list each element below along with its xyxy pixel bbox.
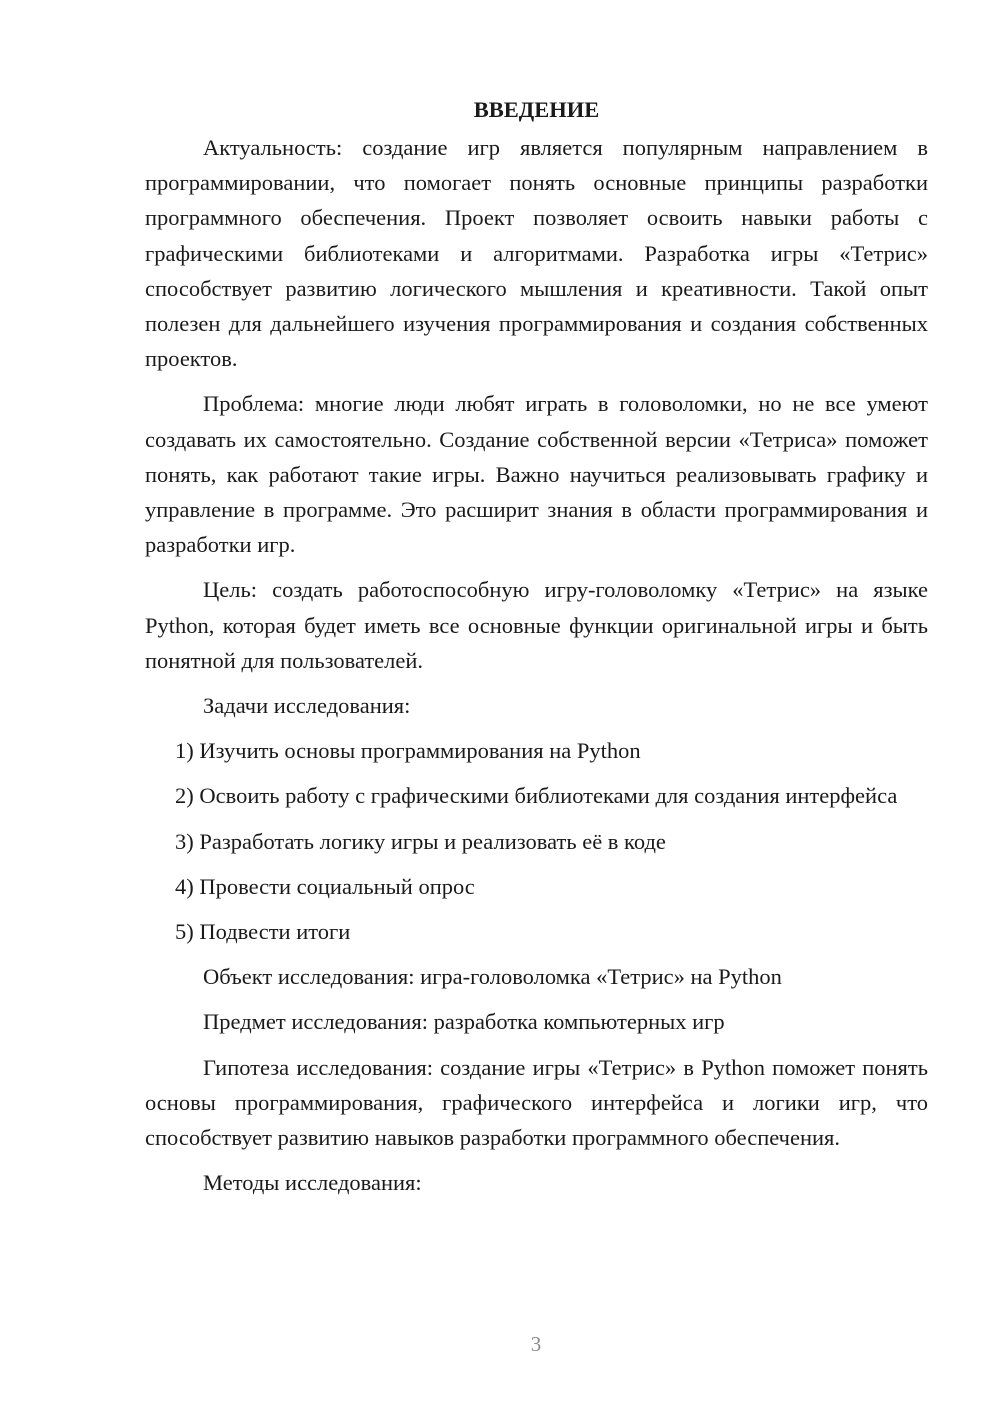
task-item-2: 2) Освоить работу с графическими библиотеками для создания интерфейса xyxy=(175,783,898,809)
document-page xyxy=(145,92,928,1210)
task-item-3: 3) Разработать логику игры и реализовать её в коде xyxy=(175,828,666,854)
tasks-heading: Задачи исследования: xyxy=(203,693,411,719)
page-number: 3 xyxy=(530,1332,542,1356)
hypothesis-paragraph: Гипотеза исследования: создание игры «Тетрис» в Python поможет понять основы программирования, графического интерфейса и логики игр, что способствует развитию навыков разработки программного обеспечения. xyxy=(145,1054,928,1151)
object-paragraph: Объект исследования: игра-головоломка «Тетрис» на Python xyxy=(203,964,782,990)
section-title: ВВЕДЕНИЕ xyxy=(473,97,600,122)
problem-paragraph: Проблема: многие люди любят играть в головоломки, но не все умеют создавать их самостоятельно. Создание собственной версии «Тетриса» поможет понять, как работают такие игры. Важно научиться реализовывать графику и управление в программе. Это расширит знания в области программирования и разработки игр. xyxy=(145,391,928,558)
task-item-5: 5) Подвести итоги xyxy=(175,919,351,945)
task-item-1: 1) Изучить основы программирования на Python xyxy=(175,738,641,764)
methods-heading: Методы исследования: xyxy=(203,1170,422,1196)
relevance-paragraph: Актуальность: создание игр является популярным направлением в программировании, что помогает понять основные принципы разработки программного обеспечения. Проект позволяет освоить навыки работы с графическими библиотеками и алгоритмами. Разработка игры «Тетрис» способствует развитию логического мышления и креативности. Такой опыт полезен для дальнейшего изучения программирования и создания собственных проектов. xyxy=(145,135,928,372)
goal-paragraph: Цель: создать работоспособную игру-головоломку «Тетрис» на языке Python, которая будет иметь все основные функции оригинальной игры и быть понятной для пользователей. xyxy=(145,577,928,673)
subject-paragraph: Предмет исследования: разработка компьютерных игр xyxy=(203,1009,725,1035)
task-item-4: 4) Провести социальный опрос xyxy=(175,873,475,899)
